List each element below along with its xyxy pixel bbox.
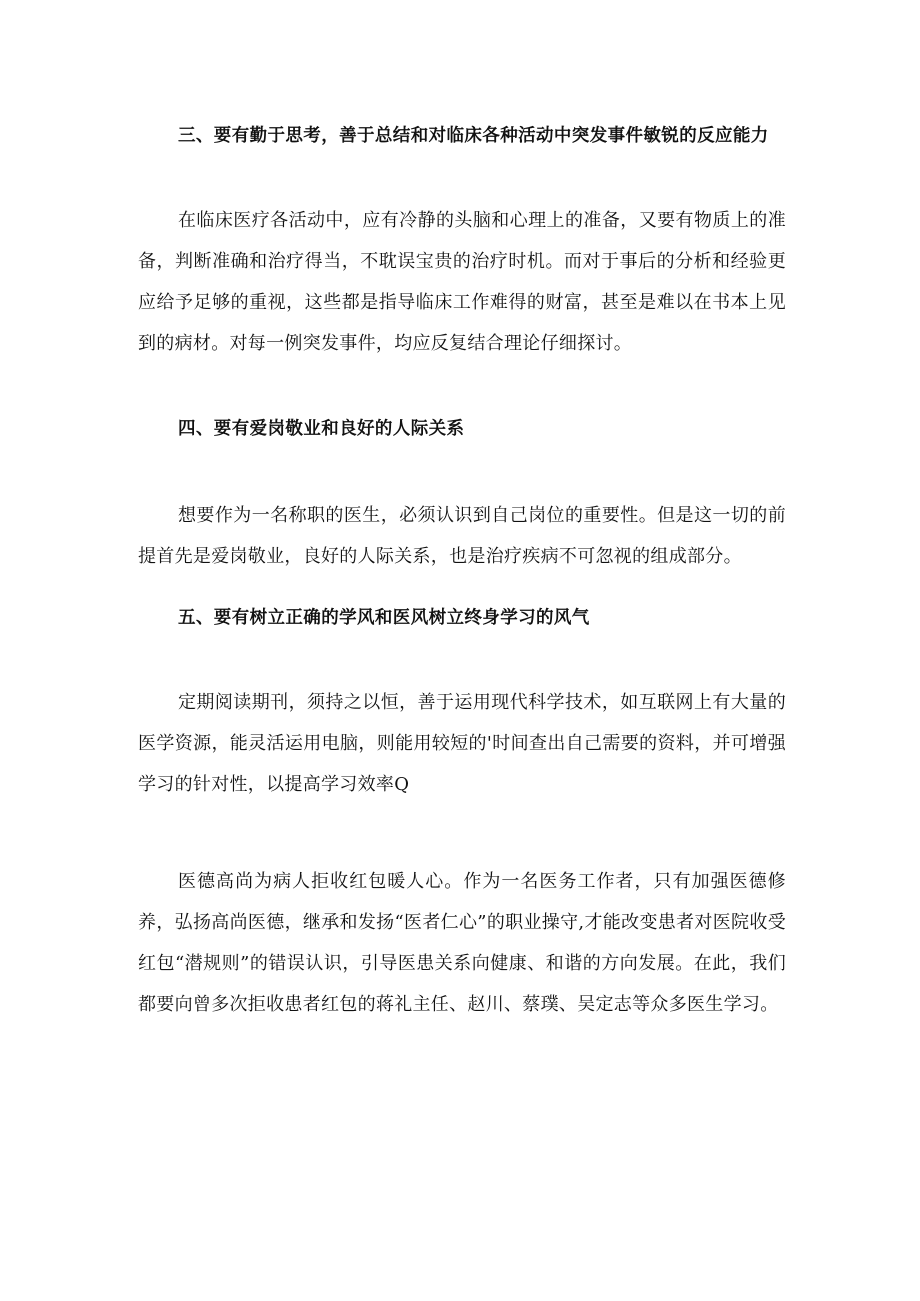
section-5-paragraph-2: 医德高尚为病人拒收红包暖人心。作为一名医务工作者，只有加强医德修养，弘扬高尚医德，继承和发扬“医者仁心”的职业操守,才能改变患者对医院收受红包“潜规则”的错误认识，引导医患关系向健康、和谐的方向发展。在此，我们都要向曾多次拒收患者红包的蒋礼主任、赵川、蔡璞、吴定志等众多医生学习。 bbox=[138, 871, 786, 1015]
section-4-paragraph: 想要作为一名称职的医生，必须认识到自己岗位的重要性。但是这一切的前提首先是爱岗敬业，良好的人际关系，也是治疗疾病不可忽视的组成部分。 bbox=[138, 505, 786, 567]
section-3-paragraph: 在临床医疗各活动中，应有冷静的头脑和心理上的准备，又要有物质上的准备，判断准确和治疗得当，不耽误宝贵的治疗时机。而对于事后的分析和经验更应给予足够的重视，这些都是指导临床工作难得的财富，甚至是难以在书本上见到的病材。对每一例突发事件，均应反复结合理论仔细探讨。 bbox=[138, 210, 786, 354]
section-heading-3: 三、要有勤于思考，善于总结和对临床各种活动中突发事件敏锐的反应能力 bbox=[178, 126, 769, 146]
document-page bbox=[138, 112, 786, 1025]
section-heading-5: 五、要有树立正确的学风和医风树立终身学习的风气 bbox=[178, 608, 590, 628]
section-5-paragraph-1: 定期阅读期刊，须持之以恒，善于运用现代科学技术，如互联网上有大量的医学资源，能灵活运用电脑，则能用较短的'时间查出自己需要的资料，并可增强学习的针对性，以提高学习效率Q bbox=[138, 692, 786, 795]
section-heading-4: 四、要有爱岗敬业和良好的人际关系 bbox=[178, 419, 465, 439]
